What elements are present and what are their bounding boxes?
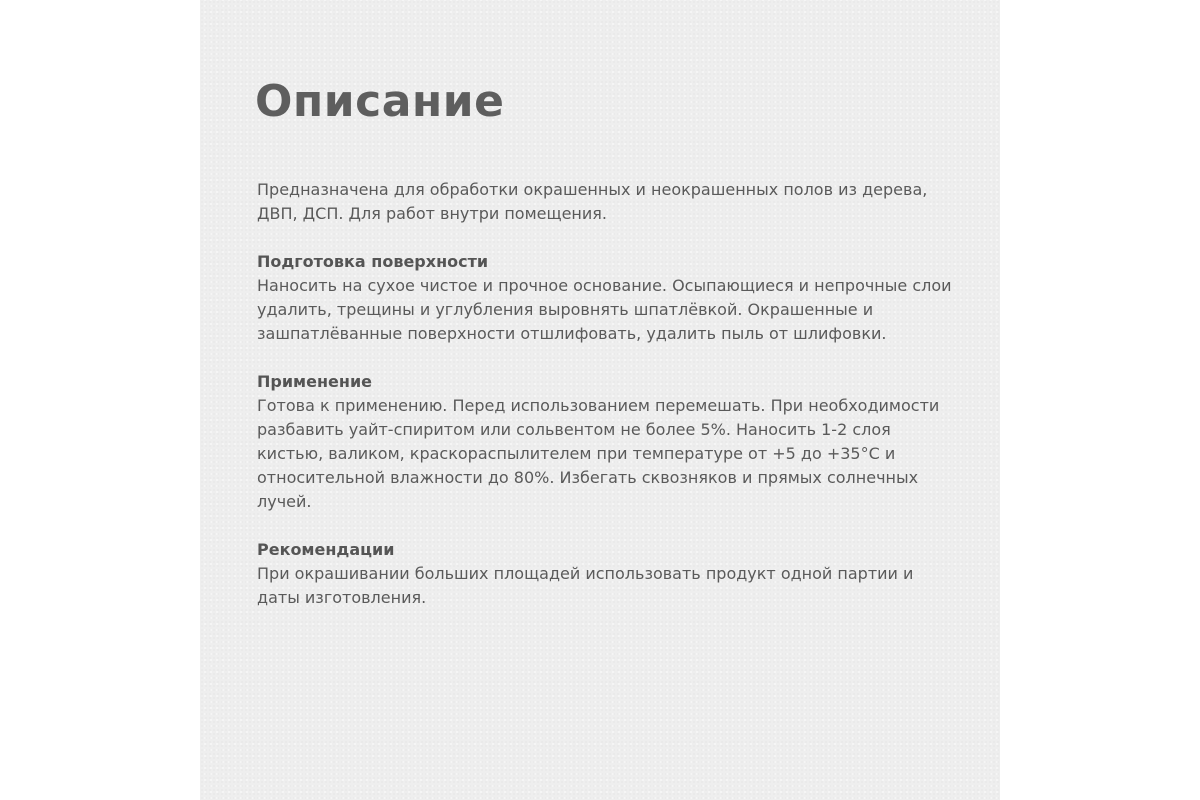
section-recommendations — [257, 538, 957, 610]
section-text: При окрашивании больших площадей использовать продукт одной партии и даты изготовления. — [257, 564, 914, 607]
section-surface-preparation — [257, 250, 957, 346]
section-heading: Рекомендации — [257, 540, 395, 559]
section-application — [257, 370, 957, 514]
section-heading: Подготовка поверхности — [257, 252, 489, 271]
description-panel — [200, 0, 1000, 800]
section-text: Готова к применению. Перед использованием перемешать. При необходимости разбавить уайт-спиритом или сольвентом не более 5%. Наносить 1-2 слоя кистью, валиком, краскораспылителем при температуре от +5 до +35°С и относительной влажности до 80%. Избегать сквозняков и прямых солнечных лучей. — [257, 396, 940, 511]
description-content — [257, 178, 957, 634]
intro-paragraph: Предназначена для обработки окрашенных и неокрашенных полов из дерева, ДВП, ДСП. Для работ внутри помещения. — [257, 180, 928, 223]
page-title: Описание — [255, 76, 505, 127]
section-text: Наносить на сухое чистое и прочное основание. Осыпающиеся и непрочные слои удалить, трещины и углубления выровнять шпатлёвкой. Окрашенные и зашпатлёванные поверхности отшлифовать, удалить пыль от шлифовки. — [257, 276, 952, 343]
section-heading: Применение — [257, 372, 373, 391]
